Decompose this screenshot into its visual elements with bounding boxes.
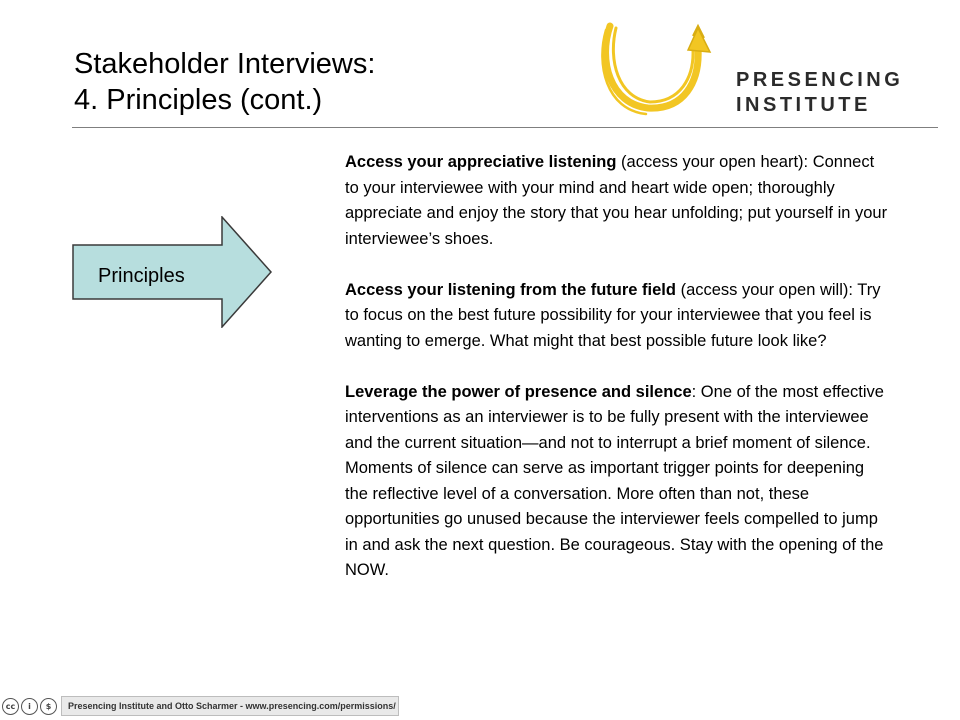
logo-line-1: PRESENCING	[736, 69, 904, 91]
license-text: Presencing Institute and Otto Scharmer - www.presencing.com/permissions/	[61, 696, 399, 716]
license-badges	[0, 698, 57, 715]
principle-paragraph	[345, 150, 890, 252]
title-divider	[72, 127, 938, 128]
principle-body: (access your open will): Try to focus on the best future possibility for your interviewee that you feel is wanting to emerge. What might that best possible future look like?	[345, 280, 881, 350]
slide-title	[74, 46, 375, 118]
license-footer	[0, 695, 399, 717]
attribution-icon: i	[21, 698, 38, 715]
slide-title-line-2: 4. Principles (cont.)	[74, 84, 323, 116]
principles-arrow-label: Principles	[98, 265, 185, 287]
logo-wordmark	[736, 68, 903, 118]
principle-heading: Access your appreciative listening	[345, 153, 617, 171]
logo-line-2: INSTITUTE	[736, 94, 871, 116]
principle-body: (access your open heart): Connect to your interviewee with your mind and heart wide open; thoroughly appreciate and enjoy the story that you hear unfolding; put yourself in your interviewee’s shoes.	[345, 153, 888, 248]
cc-icon: cc	[2, 698, 19, 715]
presencing-logo-icon	[596, 20, 726, 120]
principles-text	[345, 150, 890, 609]
principle-paragraph	[345, 380, 890, 584]
principle-heading: Access your listening from the future field	[345, 280, 676, 299]
principle-paragraph	[345, 278, 890, 355]
principle-body: : One of the most effective interventions as an interviewer is to be fully present with the interviewee and the current situation—and not to interrupt a brief moment of silence. Moments of silence can serve as important trigger points for deepening the reflective level of a conversation. More often than not, these opportunities go unused because the interviewer feels compelled to jump in and ask the next question. Be courageous. Stay with the opening of the NOW.	[345, 382, 884, 579]
principle-heading: Leverage the power of presence and silence	[345, 382, 692, 401]
noncommercial-icon: $	[40, 698, 57, 715]
slide-title-line-1: Stakeholder Interviews:	[74, 48, 376, 80]
